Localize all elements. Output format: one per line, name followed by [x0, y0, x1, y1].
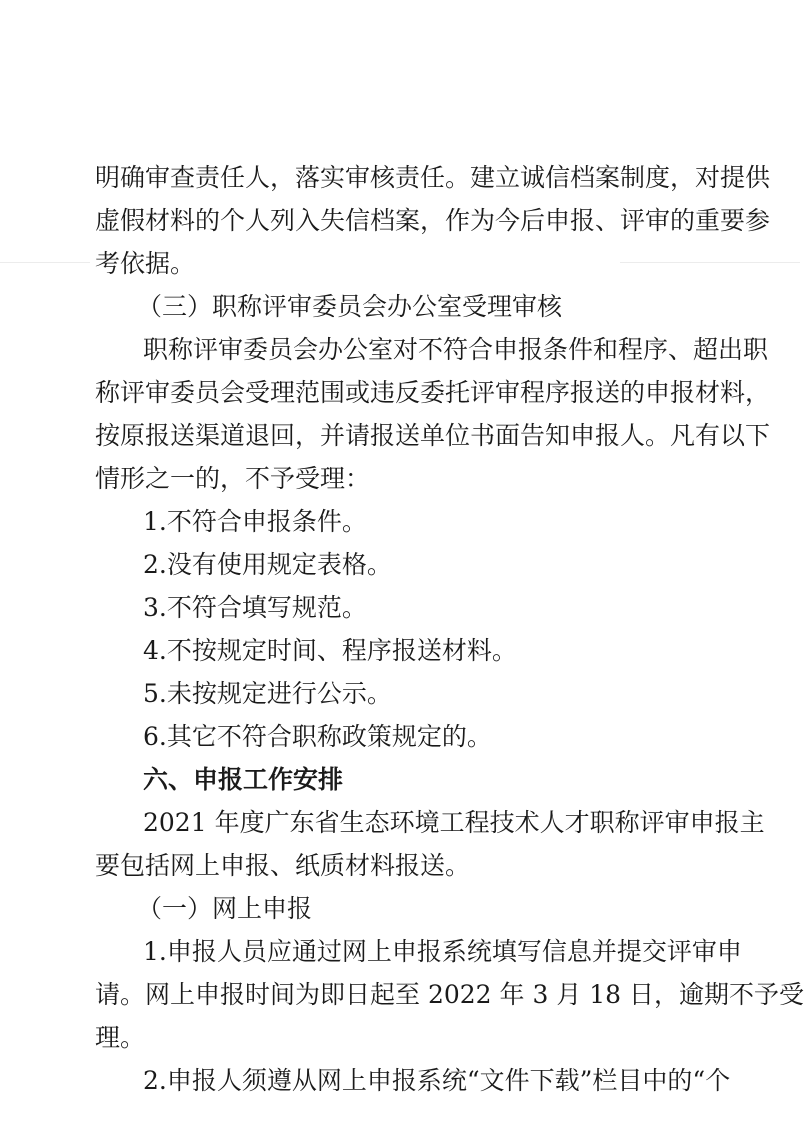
- list-item: 4.不按规定时间、程序报送材料。: [143, 636, 517, 665]
- paragraph-line: 2021 年度广东省生态环境工程技术人才职称评审申报主: [143, 808, 765, 837]
- paragraph-line: 职称评审委员会办公室对不符合申报条件和程序、超出职: [143, 335, 769, 364]
- paragraph-line: 要包括网上申报、纸质材料报送。: [95, 851, 471, 880]
- list-item: 6.其它不符合职称政策规定的。: [143, 722, 492, 751]
- paragraph-line: 2.申报人须遵从网上申报系统“文件下载”栏目中的“个: [143, 1066, 731, 1095]
- paragraph-line: 称评审委员会受理范围或违反委托评审程序报送的申报材料，: [95, 378, 771, 407]
- paragraph-line: 1.申报人员应通过网上申报系统填写信息并提交评审申: [143, 937, 742, 966]
- scan-artifact-line: [0, 262, 90, 263]
- section-heading: （一）网上申报: [137, 894, 313, 923]
- paragraph-line: 虚假材料的个人列入失信档案，作为今后申报、评审的重要参: [95, 206, 771, 235]
- paragraph-line: 按原报送渠道退回，并请报送单位书面告知申报人。凡有以下: [95, 421, 771, 450]
- section-heading: （三）职称评审委员会办公室受理审核: [137, 292, 563, 321]
- section-title: 六、申报工作安排: [143, 765, 344, 794]
- paragraph-line: 请。网上申报时间为即日起至 2022 年 3 月 18 日，逾期不予受: [95, 980, 804, 1009]
- list-item: 2.没有使用规定表格。: [143, 550, 392, 579]
- paragraph-line: 考依据。: [95, 249, 196, 278]
- list-item: 3.不符合填写规范。: [143, 593, 367, 622]
- list-item: 1.不符合申报条件。: [143, 507, 367, 536]
- paragraph-line: 理。: [95, 1023, 146, 1052]
- paragraph-line: 明确审查责任人，落实审核责任。建立诚信档案制度，对提供: [95, 163, 771, 192]
- paragraph-line: 情形之一的，不予受理：: [95, 464, 371, 493]
- list-item: 5.未按规定进行公示。: [143, 679, 392, 708]
